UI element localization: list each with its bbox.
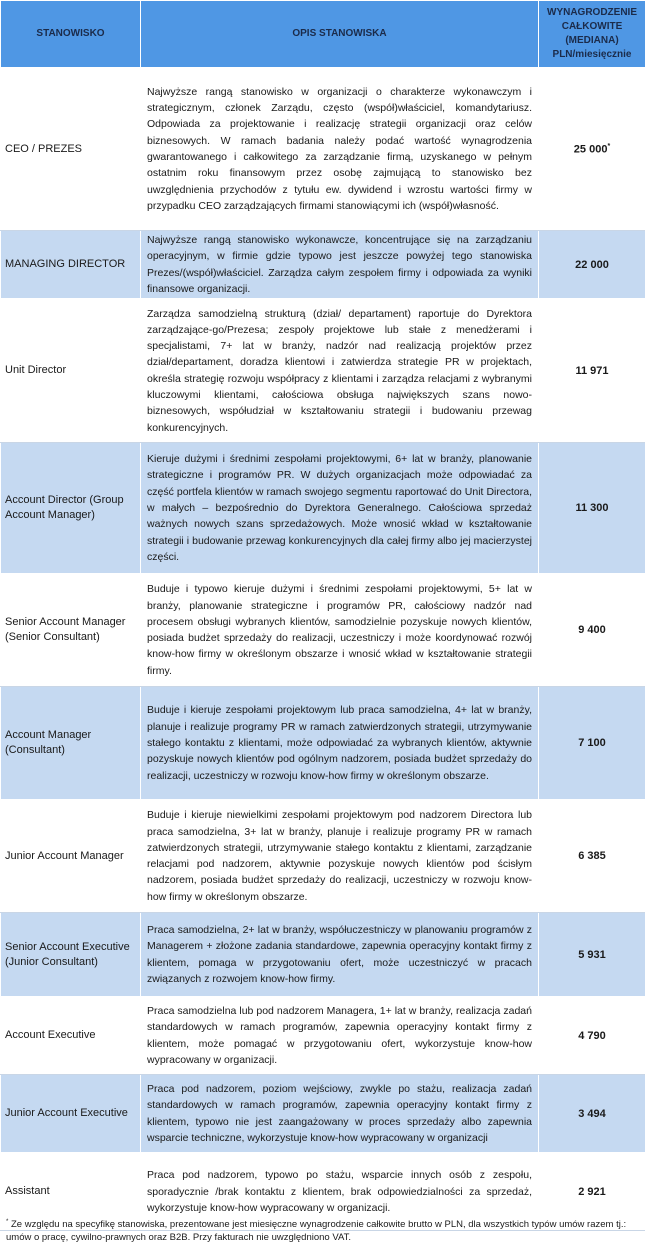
position-cell: Assistant [1, 1153, 141, 1231]
salary-cell [539, 574, 645, 687]
salary-cell [539, 800, 645, 913]
salary-value: 5 931 [578, 948, 606, 961]
salary-cell [539, 231, 645, 299]
salary-value: 9 400 [578, 624, 606, 637]
position-cell: Senior Account Manager (Senior Consultant) [1, 574, 141, 687]
position-cell: Account Executive [1, 997, 141, 1075]
salary-value: 22 000 [575, 258, 609, 271]
description-cell: Praca pod nadzorem, typowo po stażu, wsparcie innych osób z zespołu, sporadycznie /brak kontaktu z klientem, brak odpowiedzialności za sprzedaż, wykorzystuje know-how wypracowany w organizacji. [141, 1153, 539, 1231]
position-cell: Junior Account Executive [1, 1075, 141, 1153]
footnote-text: Ze względu na specyfikę stanowiska, prezentowane jest miesięczne wynagrodzenie całkowite brutto w PLN, dla wszystkich typów umów razem tj.: umów o pracę, cywilno-prawnych oraz B2B. Przy fakturach nie uwzględniono VAT. [6, 1219, 627, 1244]
position-cell: Unit Director [1, 299, 141, 443]
description-cell: Buduje i kieruje zespołami projektowym lub praca samodzielna, 4+ lat w branży, planuje i realizuje programy PR w ramach zatwierdzonych strategii, utrzymywanie stałego kontaktu z klientami, może odpowiadać za wybranych klientów, aktywnie pozyskuje nowych klientów pod ogólnym nadzorem, posiada budżet sprzedaży do realizacji, uczestniczy w rozwoju know-how firmy w określonym obszarze. [141, 687, 539, 800]
table-row [1, 443, 645, 574]
table-row [1, 913, 645, 997]
salary-value: 11 971 [575, 364, 609, 377]
table-row [1, 800, 645, 913]
salary-cell [539, 913, 645, 997]
salary-value: 11 300 [575, 502, 609, 515]
footnote [6, 1216, 636, 1244]
description-cell: Praca pod nadzorem, poziom wejściowy, zwykle po stażu, realizacja zadań standardowych w ramach programów, zapewnia operacyjny kontakt firmy z klientem, typowo nie jest zaangażowany w proces sprzedaży albo zapewnia wsparcie techniczne, wykorzystuje know-how wypracowany w organizacji [141, 1075, 539, 1153]
description-cell: Buduje i kieruje niewielkimi zespołami projektowym pod nadzorem Directora lub praca samodzielna, 3+ lat w branży, planuje i realizuje programy PR w ramach zatwierdzonych strategii, utrzymywanie stałego kontaktu z klientami, zarządzanie relacjami pod nadzorem, aktywnie pozyskuje nowych klientów pod ścisłym nadzorem, posiada budżet sprzedaży do realizacji, uczestniczy w rozwoju know-how firmy w określonym obszarze. [141, 800, 539, 913]
salary-value: 3 494 [578, 1107, 606, 1120]
salary-cell [539, 299, 645, 443]
position-cell: MANAGING DIRECTOR [1, 231, 141, 299]
salary-cell [539, 687, 645, 800]
table-row [1, 687, 645, 800]
table-row [1, 574, 645, 687]
table-header-row [1, 1, 645, 68]
description-cell: Zarządza samodzielną strukturą (dział/ departament) raportuje do Dyrektora zarządzające-go/Prezesa; zespoły projektowe lub stałe z menedżerami i specjalistami, 7+ lat w branży, nadzór nad realizacją projektów przez dział/departament, doradza klientowi i zatwierdza strategie PR w projektach, określa strategię rozwoju współpracy z klientami i zarządza relacjami z wybranymi kluczowymi klientami, całościowa obsługa największych szans nowo- biznesowych, współudział w kształtowaniu strategii i budowaniu przewag konkurencyjnych. [141, 299, 539, 443]
description-cell: Praca samodzielna, 2+ lat w branży, współuczestniczy w planowaniu programów z Managerem + złożone zadania standardowe, zapewnia operacyjny kontakt firmy z klientem, pomaga w przygotowaniu ofert, może uczestniczyć w pracach związanych z rozwojem know-how firmy. [141, 913, 539, 997]
description-cell: Kieruje dużymi i średnimi zespołami projektowymi, 6+ lat w branży, planowanie strategiczne i programów PR. W dużych organizacjach może odpowiadać za część portfela klientów w ramach swojego segmentu raportować do Unit Directora, w małych – bezpośrednio do Dyrektora Generalnego. Całościowa sprzedaż ważnych nowych szans sprzedażowych. Może wnosić wkład w kształtowanie strategii i budowanie przewag konkurencyjnych dla całej firmy albo jej macierzystej części. [141, 443, 539, 574]
header-position: STANOWISKO [1, 1, 141, 68]
position-cell: Account Director (Group Account Manager) [1, 443, 141, 574]
table-row [1, 997, 645, 1075]
salary-cell [539, 443, 645, 574]
salary-cell [539, 68, 645, 231]
salary-value: 25 000 [573, 143, 608, 156]
salary-value: 6 385 [578, 850, 606, 863]
table-row [1, 231, 645, 299]
position-cell: Senior Account Executive (Junior Consultant) [1, 913, 141, 997]
position-cell: Junior Account Manager [1, 800, 141, 913]
salary-cell [539, 1075, 645, 1153]
description-cell: Praca samodzielna lub pod nadzorem Managera, 1+ lat w branży, realizacja zadań standardowych w ramach programów, zapewnia operacyjny kontakt firmy z klientem, może pomagać w przygotowaniu ofert, wykorzystuje know-how wypracowany w organizacji. [141, 997, 539, 1075]
table-row [1, 68, 645, 231]
description-cell: Najwyższe rangą stanowisko w organizacji o charakterze wykonawczym i strategicznym, członek Zarządu, często (współ)właściciel, komandytariusz. Odpowiada za projektowanie i realizację strategii organizacji oraz celów biznesowych. W ramach badania należy podać wartość wynagrodzenia gwarantowanego i całkowitego za zarządzanie firmą, uzyskanego w pełnym ostatnim roku finansowym przez osobę zajmującą to stanowisko bez uwzględnienia przychodów z tytułu ew. dywidend i wzrostu wartości firmy w przypadku CEO zarządzających firmami stanowiącymi ich (współ)własność. [141, 68, 539, 231]
position-cell: CEO / PREZES [1, 68, 141, 231]
description-cell: Najwyższe rangą stanowisko wykonawcze, koncentrujące się na zarządzaniu operacyjnym, w firmie gdzie typowo jest jeszcze powyżej tego stanowiska Prezes/(współ)właściciel. Zarządza całym zespołem firmy i odpowiada za wyniki finansowe organizacji. [141, 231, 539, 299]
salary-value: 4 790 [578, 1029, 606, 1042]
table-row [1, 299, 645, 443]
position-cell: Account Manager (Consultant) [1, 687, 141, 800]
table-row [1, 1075, 645, 1153]
salary-value: 2 921 [578, 1185, 606, 1198]
salary-value: 7 100 [578, 737, 606, 750]
description-cell: Buduje i typowo kieruje dużymi i średnimi zespołami projektowymi, 5+ lat w branży, planowanie strategiczne i programów PR, całościowy nadzór nad procesem obsługi wybranych klientów, samodzielnie pozyskuje nowych klientów, posiada budżet sprzedaży do realizacji, uczestniczy i może koordynować rozwój know-how firmy w określonym obszarze i wnosić wkład w kształtowanie strategii firmy. [141, 574, 539, 687]
header-description: OPIS STANOWISKA [141, 1, 539, 68]
salary-footnote-mark: * [607, 142, 611, 150]
table-body [1, 68, 645, 1231]
header-salary: WYNAGRODZENIE CAŁKOWITE (MEDIANA) PLN/miesięcznie [539, 1, 645, 68]
footnote-mark: * [6, 1219, 9, 1225]
salary-cell [539, 997, 645, 1075]
